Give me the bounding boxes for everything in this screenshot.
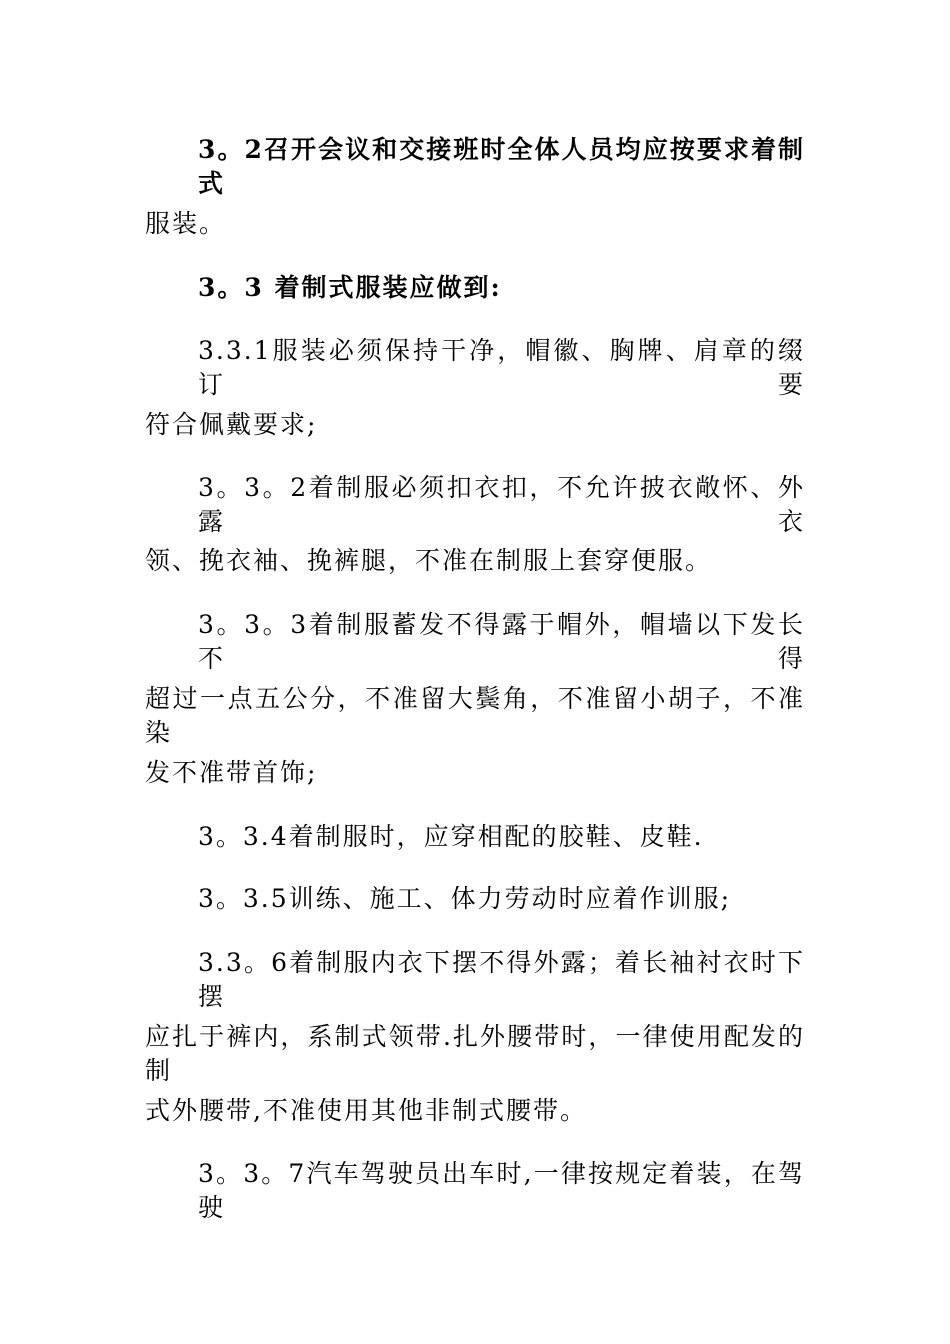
paragraph-3-3-4-line-1: 3。3.4着制服时，应穿相配的胶鞋、皮鞋. <box>198 822 704 851</box>
paragraph-3-3-1-line-2: 符合佩戴要求; <box>145 410 318 439</box>
paragraph-3-3-6-line-2: 应扎于裤内，系制式领带.扎外腰带时，一律使用配发的制 <box>145 1022 805 1085</box>
paragraph-3-3-3-line-2: 超过一点五公分，不准留大鬓角，不准留小胡子，不准染 <box>145 684 805 747</box>
paragraph-3-3-6-line-1: 3.3。6着制服内衣下摆不得外露；着长袖衬衣时下摆 <box>198 948 805 1011</box>
paragraph-3-3-5-line-1: 3。3.5训练、施工、体力劳动时应着作训服; <box>198 884 732 913</box>
paragraph-3-3-2-line-2: 领、挽衣袖、挽裤腿，不准在制服上套穿便服。 <box>145 546 713 575</box>
paragraph-3-2-line-2: 服装。 <box>145 209 227 238</box>
paragraph-3-3-3-line-1: 3。3。3着制服蓄发不得露于帽外，帽墙以下发长不得 <box>198 610 805 673</box>
paragraph-3-3-1-line-1: 3.3.1服装必须保持干净，帽徽、胸牌、肩章的缀订要 <box>198 336 805 399</box>
paragraph-3-3-line-1: 3。3 着制式服装应做到: <box>198 273 502 302</box>
paragraph-3-3-7-line-1: 3。3。7汽车驾驶员出车时,一律按规定着装，在驾驶 <box>198 1159 805 1222</box>
paragraph-3-3-2-line-1: 3。3。2着制服必须扣衣扣，不允许披衣敞怀、外露衣 <box>198 473 805 536</box>
paragraph-3-3-3-line-3: 发不准带首饰; <box>145 758 318 787</box>
paragraph-3-3-6-line-3: 式外腰带,不准使用其他非制式腰带。 <box>145 1096 587 1125</box>
paragraph-3-2-line-1: 3。2召开会议和交接班时全体人员均应按要求着制式 <box>198 135 805 198</box>
